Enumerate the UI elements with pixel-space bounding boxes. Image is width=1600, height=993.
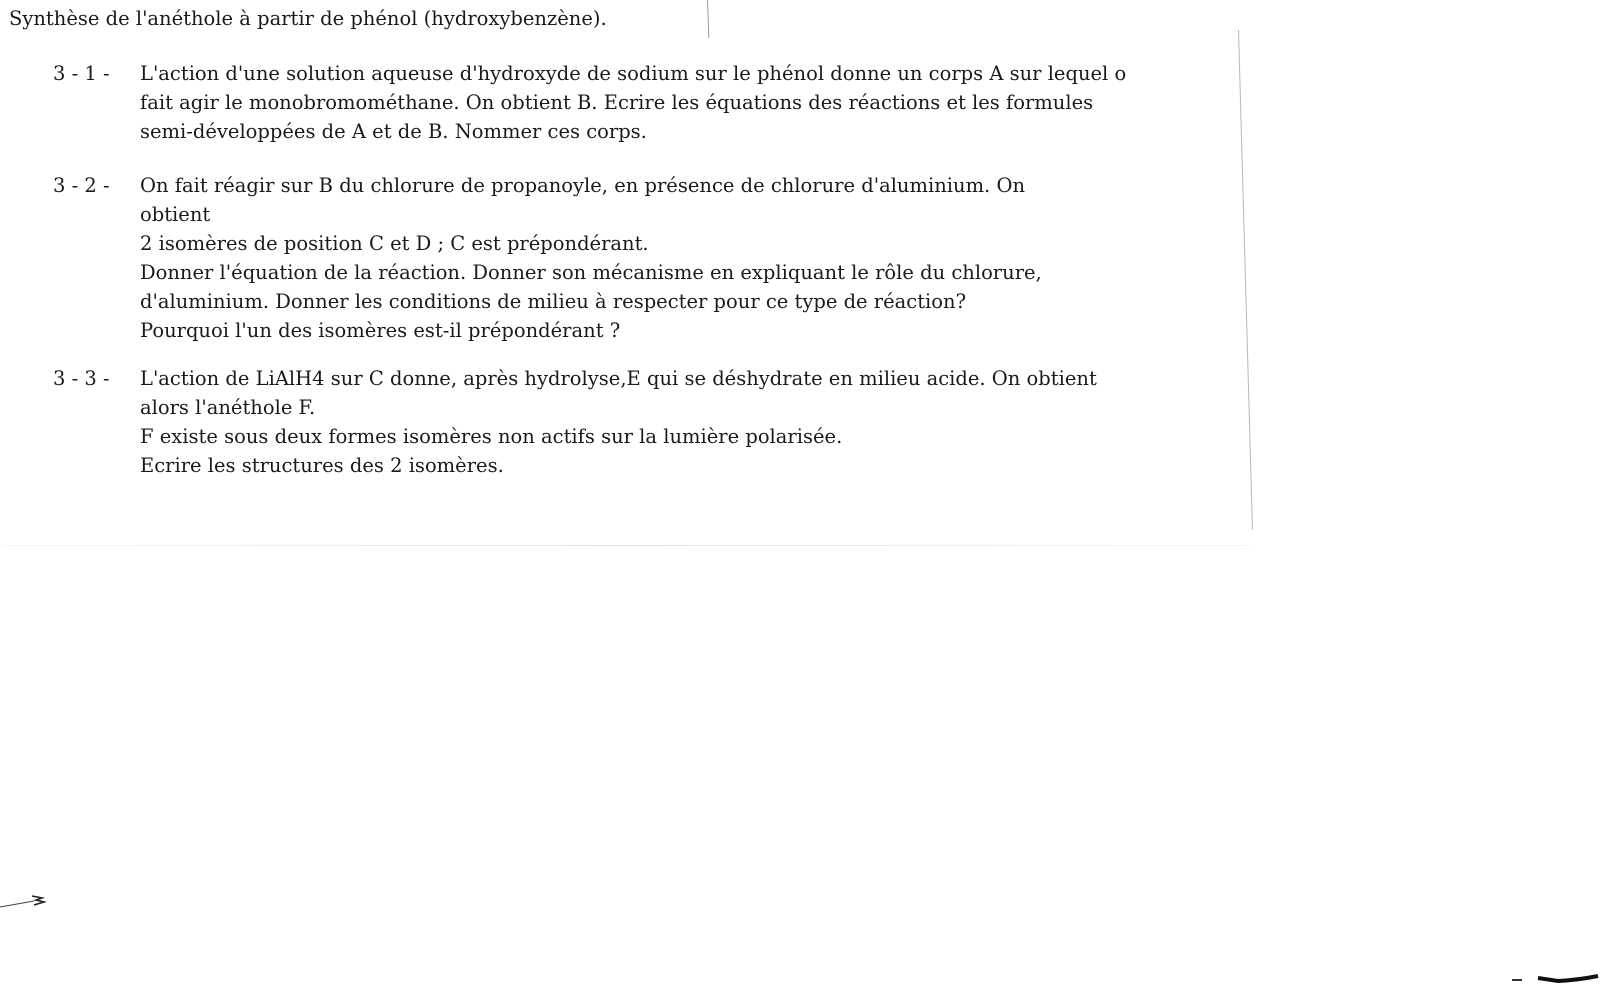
question-line: Pourquoi l'un des isomères est-il prépondérant ?: [140, 319, 621, 342]
scan-edge-line-top: [707, 0, 709, 38]
question-number: 3 - 1 -: [53, 62, 110, 85]
question-line: F existe sous deux formes isomères non actifs sur la lumière polarisée.: [140, 425, 843, 448]
question-line: fait agir le monobromométhane. On obtient B. Ecrire les équations des réactions et les formules: [140, 91, 1094, 114]
scan-artifact-mark-icon: [0, 893, 46, 909]
question-number: 3 - 2 -: [53, 174, 110, 197]
question-line: obtient: [140, 203, 211, 226]
question-line: d'aluminium. Donner les conditions de milieu à respecter pour ce type de réaction?: [140, 290, 967, 313]
question-line: L'action de LiAlH4 sur C donne, après hydrolyse,E qui se déshydrate en milieu acide. On obtient: [140, 367, 1097, 390]
question-number: 3 - 3 -: [53, 367, 110, 390]
question-line: Donner l'équation de la réaction. Donner son mécanisme en expliquant le rôle du chlorure,: [140, 261, 1042, 284]
question-line: 2 isomères de position C et D ; C est prépondérant.: [140, 232, 649, 255]
question-line: L'action d'une solution aqueuse d'hydroxyde de sodium sur le phénol donne un corps A sur lequel o: [140, 62, 1127, 85]
document-title: Synthèse de l'anéthole à partir de phénol (hydroxybenzène).: [9, 7, 607, 30]
scan-edge-line-right: [1238, 30, 1253, 530]
question-line: Ecrire les structures des 2 isomères.: [140, 454, 504, 477]
question-line: alors l'anéthole F.: [140, 396, 316, 419]
question-text: [140, 59, 1200, 146]
question-text: [140, 364, 1200, 480]
question-line: semi-développées de A et de B. Nommer ces corps.: [140, 120, 647, 143]
question-line: On fait réagir sur B du chlorure de propanoyle, en présence de chlorure d'aluminium. On: [140, 174, 1026, 197]
scan-artifact-smudge-icon: [1508, 968, 1600, 988]
question-text: [140, 171, 1200, 345]
scan-edge-line-bottom: [0, 545, 1250, 546]
